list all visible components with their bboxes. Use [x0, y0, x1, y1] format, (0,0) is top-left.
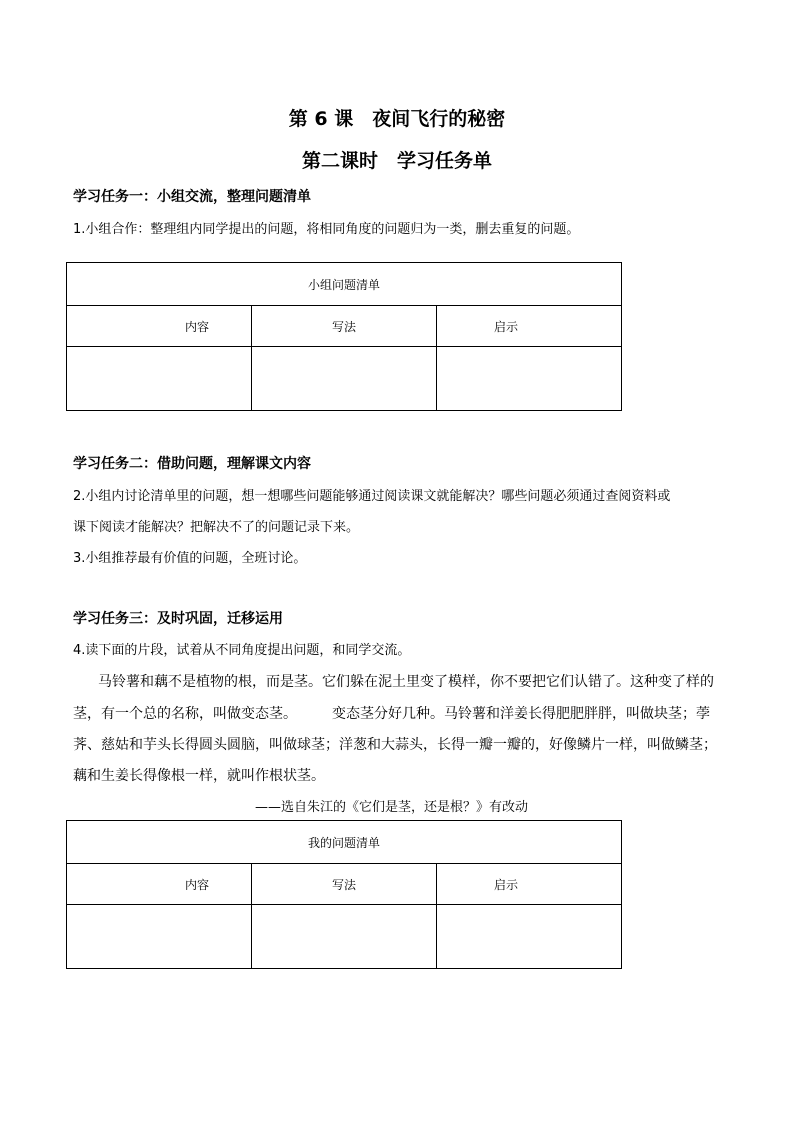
- table-cell-content[interactable]: [67, 905, 252, 969]
- column-header-writing: 写法: [252, 864, 437, 905]
- task3-heading: 学习任务三：及时巩固，迁移运用: [73, 611, 283, 627]
- column-header-content: 内容: [67, 306, 252, 347]
- page-title: 第 6 课 夜间飞行的秘密: [288, 108, 506, 130]
- page-subtitle: 第二课时 学习任务单: [301, 150, 492, 172]
- table-cell-insight[interactable]: [437, 905, 622, 969]
- column-header-writing: 写法: [252, 306, 437, 347]
- task2-item2-line2: 课下阅读才能解决？把解决不了的问题记录下来。: [73, 520, 360, 535]
- passage-line-4: 藕和生姜长得像根一样，就叫作根状茎。: [73, 768, 325, 784]
- column-header-content: 内容: [67, 864, 252, 905]
- task1-item1: 1.小组合作：整理组内同学提出的问题，将相同角度的问题归为一类，删去重复的问题。: [73, 222, 580, 237]
- table-cell-writing[interactable]: [252, 347, 437, 411]
- task2-item3: 3.小组推荐最有价值的问题，全班讨论。: [73, 551, 307, 566]
- task3-item4: 4.读下面的片段，试着从不同角度提出问题，和同学交流。: [73, 643, 411, 658]
- passage-line-2: 茎，有一个总的名称，叫做变态茎。 变态茎分好几种。马铃薯和洋姜长得肥肥胖胖，叫做块茎；荸: [73, 706, 710, 722]
- passage-line-3: 荠、慈姑和芋头长得圆头圆脑，叫做球茎；洋葱和大蒜头，长得一瓣一瓣的，好像鳞片一样，叫做鳞茎；: [73, 737, 717, 753]
- passage-citation: ——选自朱江的《它们是茎，还是根？》有改动: [255, 800, 529, 815]
- my-question-table-title: 我的问题清单: [67, 821, 622, 864]
- table-cell-content[interactable]: [67, 347, 252, 411]
- table-cell-writing[interactable]: [252, 905, 437, 969]
- task2-item2-line1: 2.小组内讨论清单里的问题，想一想哪些问题能够通过阅读课文就能解决？哪些问题必须通过查阅资料或: [73, 489, 671, 504]
- task2-heading: 学习任务二：借助问题，理解课文内容: [73, 456, 311, 472]
- table-cell-insight[interactable]: [437, 347, 622, 411]
- my-question-table: [66, 820, 622, 969]
- column-header-insight: 启示: [437, 306, 622, 347]
- passage-line-1: 马铃薯和藕不是植物的根，而是茎。它们躲在泥土里变了模样，你不要把它们认错了。这种变了样的: [98, 674, 714, 690]
- group-question-table: [66, 262, 622, 411]
- column-header-insight: 启示: [437, 864, 622, 905]
- group-question-table-title: 小组问题清单: [67, 263, 622, 306]
- task1-heading: 学习任务一：小组交流，整理问题清单: [73, 189, 311, 205]
